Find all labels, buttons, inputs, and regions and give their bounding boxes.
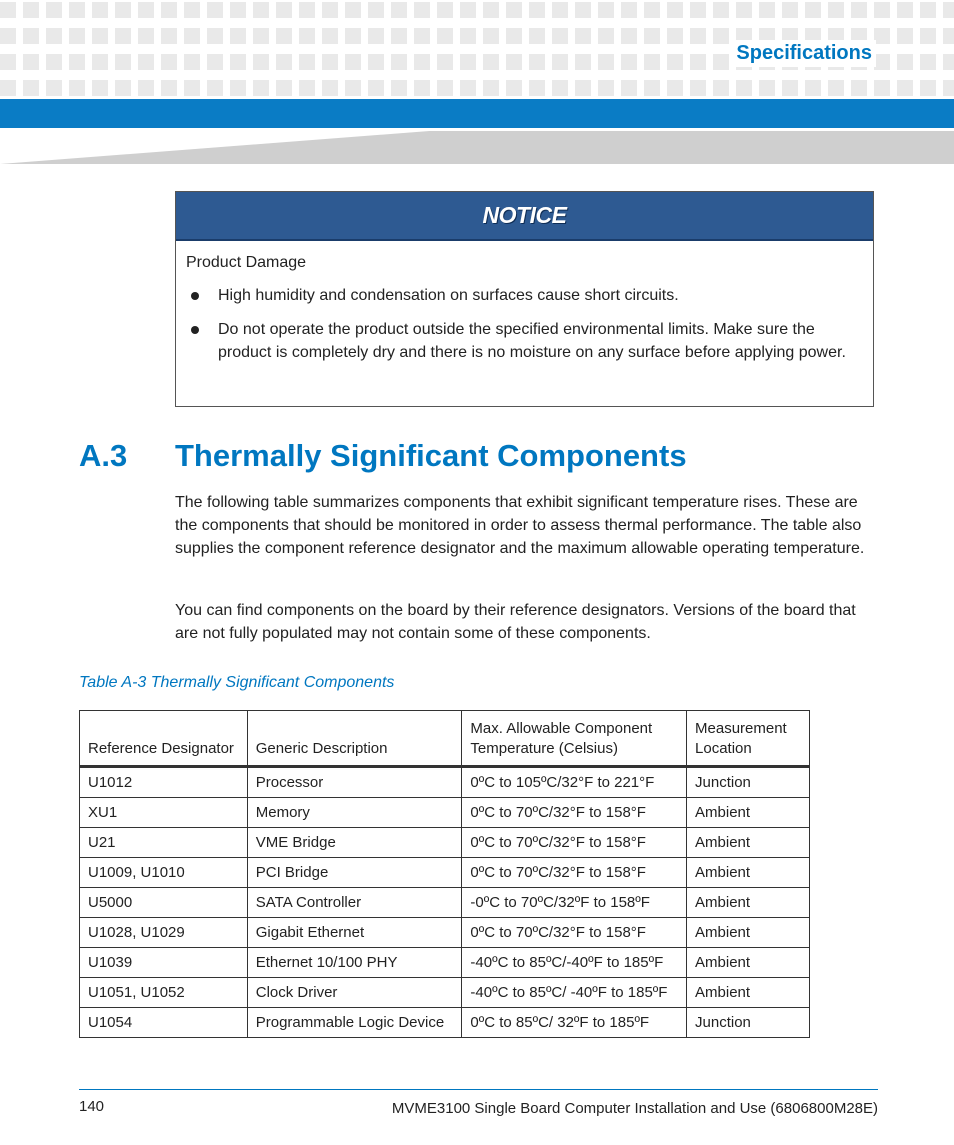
cell-generic-description: PCI Bridge <box>247 858 462 888</box>
cell-generic-description: Processor <box>247 767 462 798</box>
cell-reference-designator: U1054 <box>80 1008 248 1038</box>
cell-reference-designator: XU1 <box>80 798 248 828</box>
section-title: Thermally Significant Components <box>175 438 687 473</box>
table-row <box>80 978 810 1008</box>
table-row <box>80 828 810 858</box>
header-blue-bar <box>0 99 954 128</box>
cell-max-temperature: 0ºC to 70ºC/32°F to 158°F <box>462 798 687 828</box>
cell-measurement-location: Ambient <box>687 798 810 828</box>
cell-max-temperature: -0ºC to 70ºC/32ºF to 158ºF <box>462 888 687 918</box>
notice-heading: NOTICE <box>482 202 567 228</box>
cell-generic-description: VME Bridge <box>247 828 462 858</box>
notice-body <box>176 241 873 364</box>
cell-generic-description: Memory <box>247 798 462 828</box>
notice-title: Product Damage <box>186 254 307 271</box>
notice-header <box>176 192 873 241</box>
cell-measurement-location: Ambient <box>687 858 810 888</box>
header-generic-description: Generic Description <box>247 711 462 767</box>
notice-bullet <box>186 284 863 307</box>
cell-measurement-location: Ambient <box>687 918 810 948</box>
cell-generic-description: Ethernet 10/100 PHY <box>247 948 462 978</box>
cell-measurement-location: Ambient <box>687 978 810 1008</box>
document-title: MVME3100 Single Board Computer Installation and Use (6806800M28E) <box>391 1100 878 1117</box>
cell-max-temperature: 0ºC to 70ºC/32°F to 158°F <box>462 858 687 888</box>
header-measurement-location: Measurement Location <box>687 711 810 767</box>
table-header-row <box>80 711 810 767</box>
cell-max-temperature: -40ºC to 85ºC/-40ºF to 185ºF <box>462 948 687 978</box>
table-row <box>80 858 810 888</box>
cell-generic-description: Gigabit Ethernet <box>247 918 462 948</box>
bullet-dot-icon <box>191 292 199 300</box>
cell-max-temperature: -40ºC to 85ºC/ -40ºF to 185ºF <box>462 978 687 1008</box>
cell-generic-description: Clock Driver <box>247 978 462 1008</box>
cell-generic-description: Programmable Logic Device <box>247 1008 462 1038</box>
table-caption: Table A-3 Thermally Significant Components <box>79 674 395 691</box>
table-row <box>80 918 810 948</box>
cell-reference-designator: U1009, U1010 <box>80 858 248 888</box>
cell-measurement-location: Junction <box>687 1008 810 1038</box>
bullet-dot-icon <box>191 326 199 334</box>
cell-reference-designator: U1051, U1052 <box>80 978 248 1008</box>
header-gray-wedge <box>0 131 954 164</box>
header-max-temperature: Max. Allowable Component Temperature (Celsius) <box>462 711 687 767</box>
cell-measurement-location: Ambient <box>687 948 810 978</box>
cell-max-temperature: 0ºC to 70ºC/32°F to 158°F <box>462 918 687 948</box>
cell-max-temperature: 0ºC to 70ºC/32°F to 158°F <box>462 828 687 858</box>
cell-measurement-location: Ambient <box>687 888 810 918</box>
table-row <box>80 1008 810 1038</box>
notice-bullet <box>186 318 863 364</box>
page-number: 140 <box>79 1098 105 1115</box>
cell-reference-designator: U1028, U1029 <box>80 918 248 948</box>
section-number: A.3 <box>79 438 128 473</box>
header-reference-designator: Reference Designator <box>80 711 248 767</box>
cell-measurement-location: Junction <box>687 767 810 798</box>
intro-paragraph: The following table summarizes components that exhibit significant temperature rises. These are the components that should be monitored in order to assess thermal performance. The table also supplies the component reference designator and the maximum allowable operating temperature. <box>175 494 865 557</box>
footer-rule <box>79 1089 878 1090</box>
cell-measurement-location: Ambient <box>687 828 810 858</box>
table-row <box>80 948 810 978</box>
running-header-title: Specifications <box>732 40 876 67</box>
cell-reference-designator: U1039 <box>80 948 248 978</box>
table-row <box>80 798 810 828</box>
cell-generic-description: SATA Controller <box>247 888 462 918</box>
cell-reference-designator: U1012 <box>80 767 248 798</box>
notice-bullet-text: Do not operate the product outside the specified environmental limits. Make sure the product is completely dry and there is no moisture on any surface before applying power. <box>218 321 846 361</box>
table-row <box>80 767 810 798</box>
notice-bullet-text: High humidity and condensation on surfaces cause short circuits. <box>218 287 679 304</box>
table-row <box>80 888 810 918</box>
designator-paragraph: You can find components on the board by their reference designators. Versions of the board that are not fully populated may not contain some of these components. <box>175 602 856 642</box>
notice-box <box>175 191 874 407</box>
notice-bullet-list <box>186 284 863 364</box>
cell-reference-designator: U21 <box>80 828 248 858</box>
cell-max-temperature: 0ºC to 85ºC/ 32ºF to 185ºF <box>462 1008 687 1038</box>
cell-reference-designator: U5000 <box>80 888 248 918</box>
thermal-components-table <box>79 710 810 1038</box>
cell-max-temperature: 0ºC to 105ºC/32°F to 221°F <box>462 767 687 798</box>
